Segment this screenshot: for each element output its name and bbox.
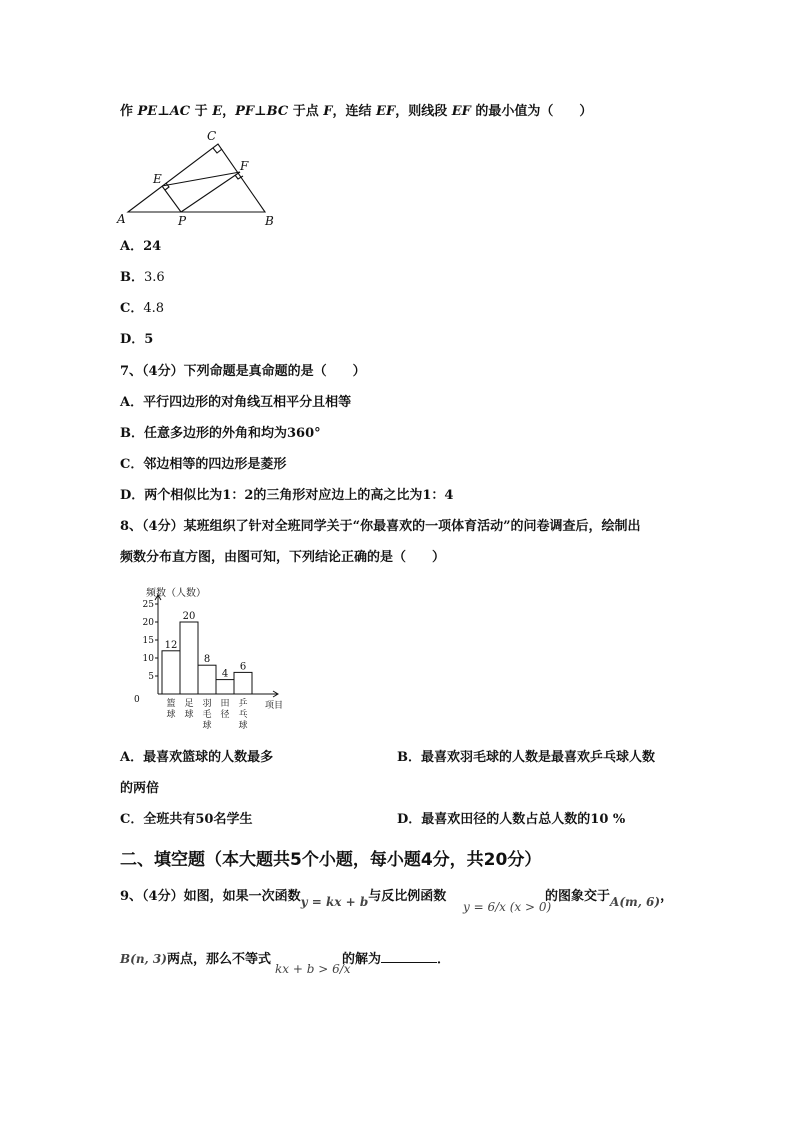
q9-line2: B(n, 3)两点，那么不等式 [120, 952, 271, 967]
answer-blank[interactable] [381, 950, 437, 963]
bar-value-label: 20 [182, 611, 196, 622]
q7-option-a[interactable]: A．平行四边形的对角线互相平分且相等 [120, 395, 352, 410]
q8-stem-line1: 8、（4分）某班组织了针对全班同学关于“你最喜欢的一项体育活动”的问卷调查后，绘制出 [120, 519, 641, 534]
y-tick-label: 0 [134, 695, 140, 705]
q8-option-c[interactable]: C．全班共有50名学生 [120, 812, 253, 827]
histogram-bar [162, 651, 180, 694]
formula-inequality: kx + b > 6/x [275, 962, 351, 976]
triangle-figure [115, 126, 285, 230]
label-p: P [178, 214, 187, 228]
category-label: 田径 [220, 699, 230, 720]
q9-line2-tail: 的解为 ． [342, 952, 451, 967]
q6-option-a[interactable]: A．24 [120, 239, 162, 254]
formula-point-b: B(n, 3) [120, 952, 167, 966]
q9-line1: 9、（4分）如图，如果一次函数y = kx + b与反比例函数 [120, 889, 447, 909]
chart-ylabel: 频数（人数） [146, 588, 206, 599]
q6-option-c[interactable]: C．4.8 [120, 301, 165, 316]
category-label: 篮球 [166, 699, 176, 720]
formula-point-a: A(m, 6) [610, 895, 661, 909]
q8-option-b[interactable]: B．最喜欢羽毛球的人数是最喜欢乒乓球人数 [397, 750, 656, 765]
histogram-bar [198, 665, 216, 694]
y-tick-label: 25 [142, 600, 154, 610]
q6-option-d[interactable]: D．5 [120, 332, 154, 347]
category-label: 足球 [184, 699, 194, 720]
formula-linear: y = kx + b [300, 895, 369, 909]
q7-option-b[interactable]: B．任意多边形的外角和均为360° [120, 426, 321, 441]
histogram-bar [180, 622, 198, 694]
chart-xlabel: 项目 [265, 701, 284, 711]
q7-stem: 7、（4分）下列命题是真命题的是（ ） [120, 364, 366, 379]
q7-option-d[interactable]: D．两个相似比为1：2的三角形对应边上的高之比为1：4 [120, 488, 454, 503]
label-c: C [207, 129, 217, 143]
histogram-bar [216, 680, 234, 694]
q9-line1-tail: 的图象交于A(m, 6)， [545, 889, 674, 909]
y-tick-label: 15 [142, 636, 154, 646]
formula-inverse: y = 6/x (x > 0) [463, 900, 552, 914]
q8-option-d[interactable]: D．最喜欢田径的人数占总人数的10 % [397, 812, 626, 827]
histogram-bar [234, 672, 252, 694]
bar-value-label: 4 [221, 668, 229, 680]
bar-value-label: 6 [239, 661, 247, 673]
label-b: B [265, 214, 274, 228]
y-tick-label: 10 [142, 654, 154, 664]
label-f: F [240, 159, 249, 173]
bar-value-label: 12 [164, 639, 178, 651]
segment-pf [181, 172, 240, 212]
section-heading: 二、填空题（本大题共5个小题，每小题4分，共20分） [120, 850, 542, 870]
category-label: 乒乓球 [238, 699, 248, 731]
histogram-chart [120, 580, 300, 740]
segment-pe [162, 186, 181, 212]
segment-ef [162, 172, 240, 186]
y-tick-label: 5 [148, 672, 154, 682]
q6-option-b[interactable]: B．3.6 [120, 270, 165, 285]
q7-option-c[interactable]: C．邻边相等的四边形是菱形 [120, 457, 287, 472]
q8-option-b-continued: 的两倍 [120, 781, 160, 796]
category-label: 羽毛球 [202, 699, 212, 731]
q8-stem-line2: 频数分布直方图，由图可知，下列结论正确的是（ ） [120, 550, 446, 565]
label-e: E [153, 172, 162, 186]
q8-option-a[interactable]: A．最喜欢篮球的人数最多 [120, 750, 274, 765]
q6-stem: 作 PE⊥AC 于 E，PF⊥BC 于点 F，连结 EF，则线段 EF 的最小值为（ ） [120, 104, 593, 119]
y-tick-label: 20 [142, 618, 154, 628]
bar-value-label: 8 [203, 654, 211, 666]
label-a: A [117, 212, 126, 226]
